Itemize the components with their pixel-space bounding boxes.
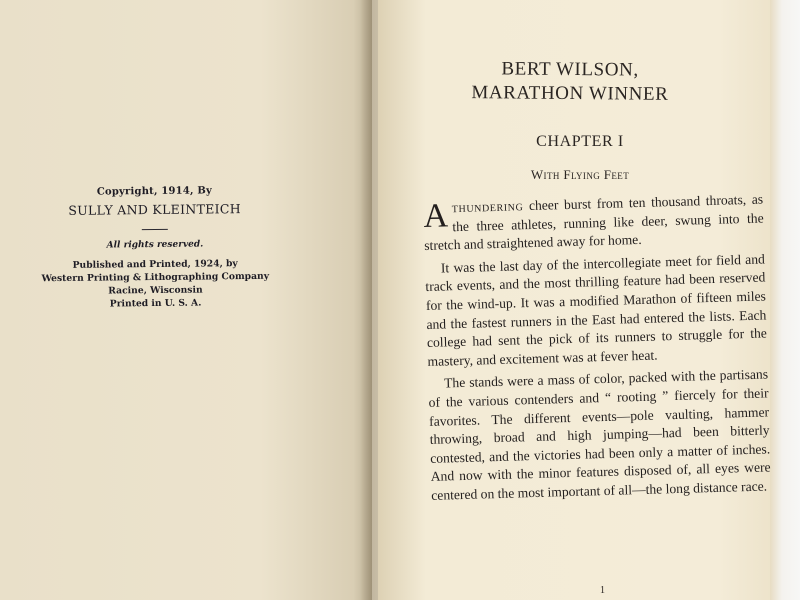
printing-line-4: Printed in U. S. A. bbox=[109, 297, 202, 310]
drop-cap: A bbox=[422, 197, 449, 235]
publisher-name: SULLY AND KLEINTEICH bbox=[68, 201, 241, 218]
opening-words: thundering bbox=[451, 198, 524, 216]
paragraph-2: It was the last day of the intercollegiate meet for field and track events, and the most thrilling feature had been reserved for the wind-up. It was a modified Marathon of fifteen miles and the fastest runners in the East had entered the lists. Each college had sent the pick of its runners to struggle for the mastery, and excitement was at fever heat. bbox=[425, 251, 768, 369]
printing-line-2: Western Printing & Lithographing Company bbox=[41, 270, 270, 285]
printing-line-1: Published and Printed, 1924, by bbox=[72, 258, 238, 271]
page-edge bbox=[770, 0, 800, 600]
page-number: 1 bbox=[600, 585, 605, 596]
left-page bbox=[0, 0, 372, 600]
chapter-body bbox=[423, 191, 772, 510]
printing-line-3: Racine, Wisconsin bbox=[108, 284, 203, 297]
paragraph-3: The stands were a mass of color, packed with the partisans of the various contenders and “ rooting ” fiercely for their favorites. The different events—pole vaulting, hammer throwing, broad and high jumping—had been bitterly contested, and the victories had been only a matter of inches. And now with the minor features disposed of, all eyes were centered on the most important of all—the long distance race. bbox=[428, 366, 771, 503]
book-title-line-2: MARATHON WINNER bbox=[471, 82, 669, 105]
book-title-line-1: BERT WILSON, bbox=[501, 58, 639, 81]
paragraph-1 bbox=[423, 191, 764, 256]
book-title bbox=[440, 57, 700, 107]
copyright-line: Copyright, 1914, By bbox=[96, 185, 213, 198]
copyright-block bbox=[29, 185, 280, 312]
chapter-title: With Flying Feet bbox=[530, 167, 630, 182]
paragraph-1-text: cheer burst from ten thousand throats, as the three athletes, running like deer, swung into the stretch and straightened away for home. bbox=[424, 191, 764, 254]
divider-rule bbox=[142, 229, 168, 230]
rights-notice: All rights reserved. bbox=[106, 239, 204, 251]
chapter-heading: CHAPTER I bbox=[536, 133, 624, 150]
